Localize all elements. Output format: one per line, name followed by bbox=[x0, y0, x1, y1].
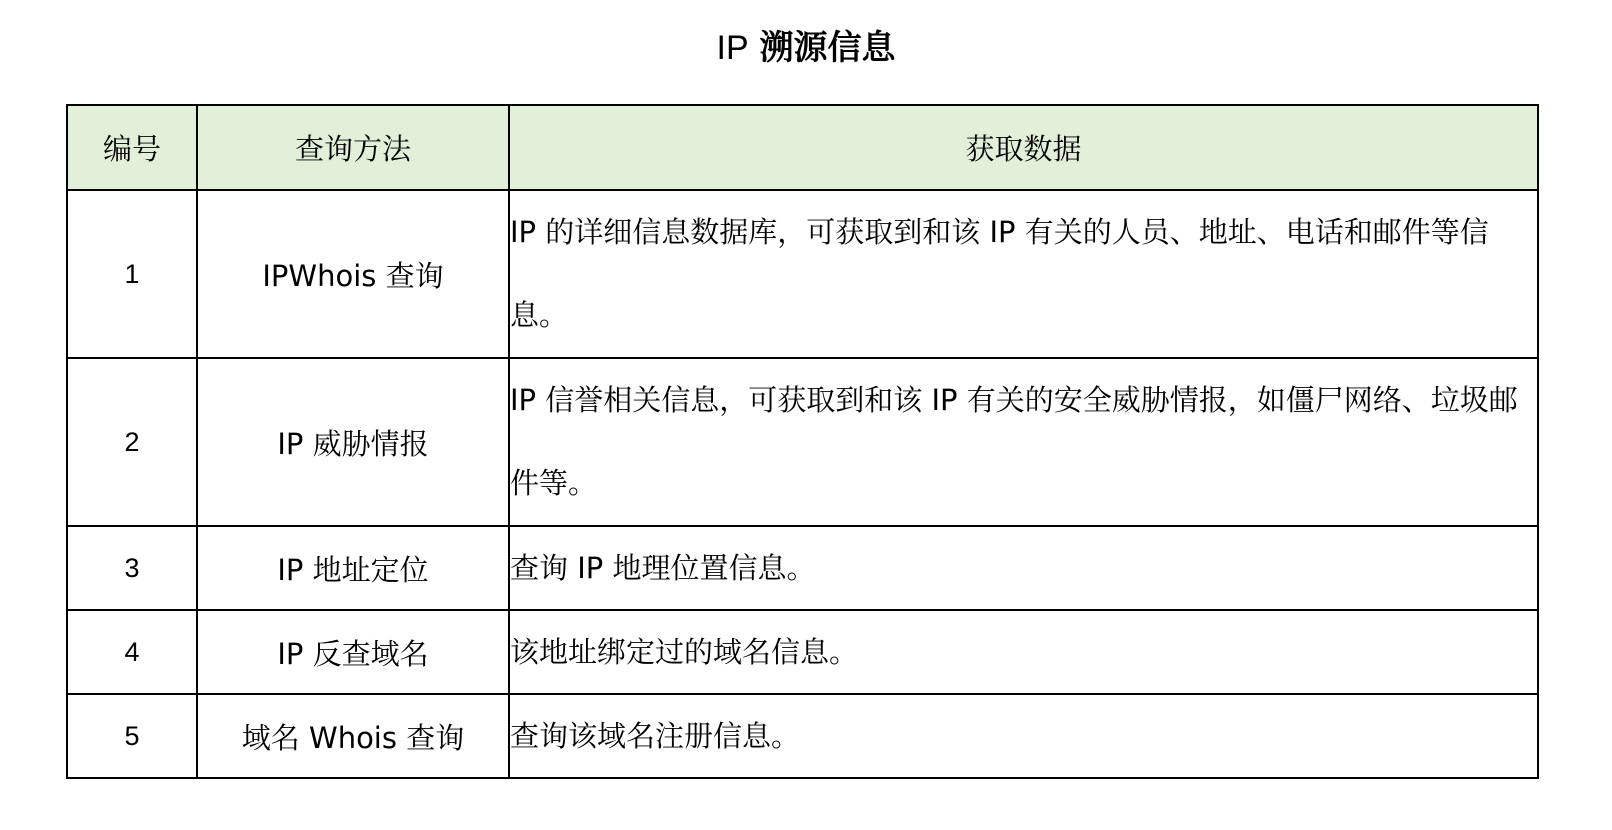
row-method: IP 威胁情报 bbox=[197, 358, 509, 526]
table-row bbox=[67, 190, 1538, 358]
row-method: IP 地址定位 bbox=[197, 526, 509, 610]
row-data: 查询该域名注册信息。 bbox=[509, 694, 1538, 778]
table-row bbox=[67, 610, 1538, 694]
table-row bbox=[67, 694, 1538, 778]
row-method: IP 反查域名 bbox=[197, 610, 509, 694]
header-data: 获取数据 bbox=[509, 105, 1538, 190]
row-number: 5 bbox=[67, 694, 197, 778]
row-data: IP 信誉相关信息，可获取到和该 IP 有关的安全威胁情报，如僵尸网络、垃圾邮件等。 bbox=[509, 358, 1538, 526]
row-method: IPWhois 查询 bbox=[197, 190, 509, 358]
table-row bbox=[67, 358, 1538, 526]
row-number: 4 bbox=[67, 610, 197, 694]
table-body bbox=[67, 190, 1538, 778]
row-number: 3 bbox=[67, 526, 197, 610]
row-data: 该地址绑定过的域名信息。 bbox=[509, 610, 1538, 694]
table-row bbox=[67, 526, 1538, 610]
row-number: 1 bbox=[67, 190, 197, 358]
page-title bbox=[0, 26, 1612, 70]
row-data: 查询 IP 地理位置信息。 bbox=[509, 526, 1538, 610]
header-number: 编号 bbox=[67, 105, 197, 190]
header-method: 查询方法 bbox=[197, 105, 509, 190]
row-method: 域名 Whois 查询 bbox=[197, 694, 509, 778]
row-number: 2 bbox=[67, 358, 197, 526]
page-title-prefix: IP bbox=[716, 29, 749, 67]
page-title-main: 溯源信息 bbox=[759, 28, 896, 68]
header-row bbox=[67, 105, 1538, 190]
row-data: IP 的详细信息数据库，可获取到和该 IP 有关的人员、地址、电话和邮件等信息。 bbox=[509, 190, 1538, 358]
table-header bbox=[67, 105, 1538, 190]
ip-trace-table bbox=[66, 104, 1539, 779]
